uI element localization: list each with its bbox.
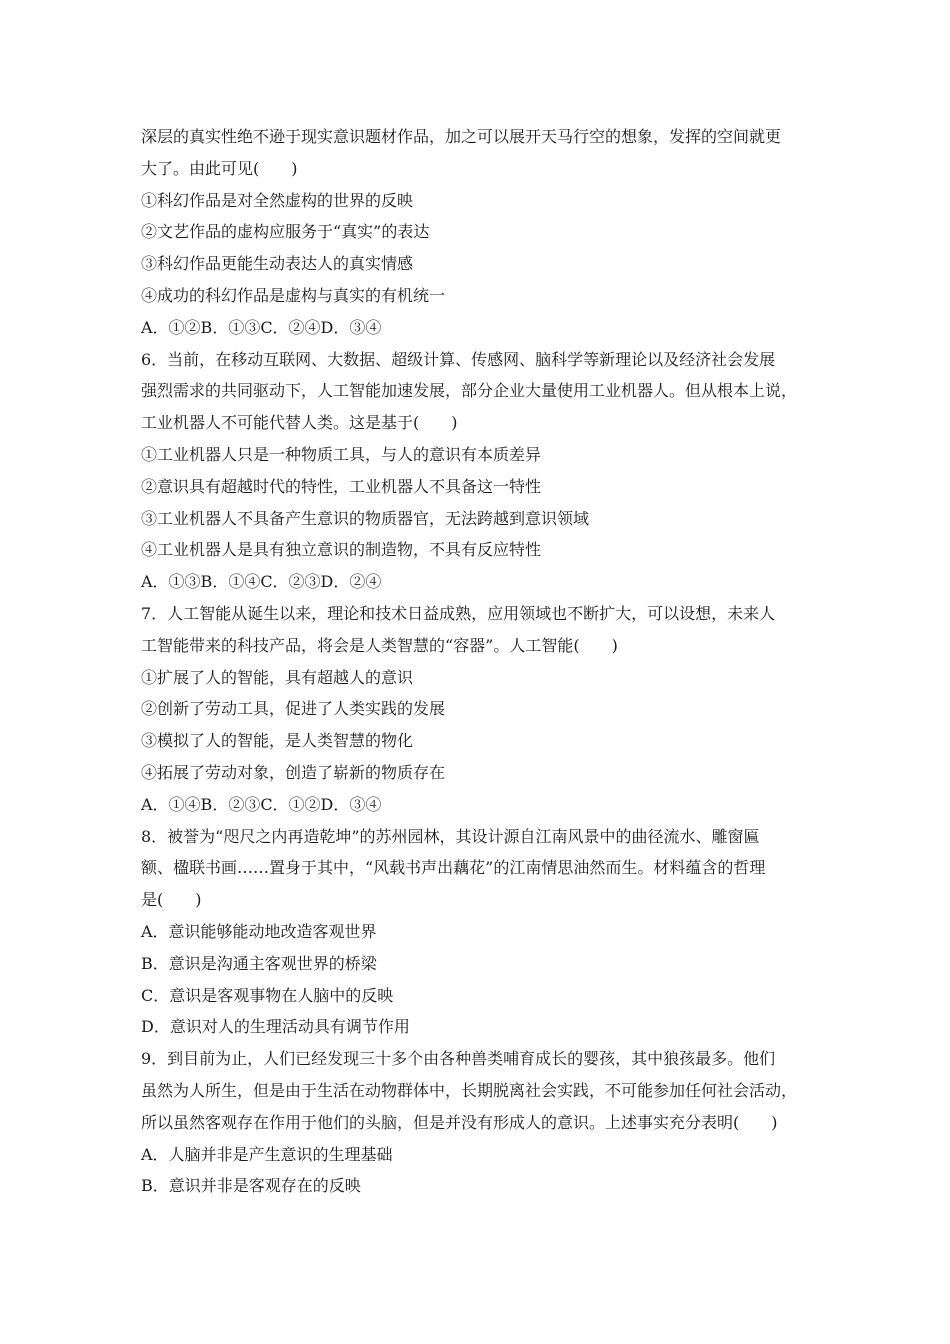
question-8 xyxy=(141,821,821,1044)
question-stem-line: 6．当前，在移动互联网、大数据、超级计算、传感网、脑科学等新理论以及经济社会发展 xyxy=(141,349,776,369)
answer-option-b: B．意识是沟通主客观世界的桥梁 xyxy=(141,953,377,973)
statement-option: ②文艺作品的虚构应服务于“真实”的表达 xyxy=(141,222,430,242)
statement-option: ①科幻作品是对全然虚构的世界的反映 xyxy=(141,190,414,210)
statement-option: ③科幻作品更能生动表达人的真实情感 xyxy=(141,254,414,274)
question-stem-line: 深层的真实性绝不逊于现实意识题材作品，加之可以展开天马行空的想象，发挥的空间就更 xyxy=(141,127,782,146)
question-stem-line: 额、楹联书画……置身于其中，“风载书声出藕花”的江南情思油然而生。材料蕴含的哲理 xyxy=(141,858,766,878)
question-stem-line: 所以虽然客观存在作用于他们的头脑，但是并没有形成人的意识。上述事实充分表明( ) xyxy=(141,1112,778,1132)
question-5 xyxy=(141,121,821,344)
answer-option-d: D．意识对人的生理活动具有调节作用 xyxy=(141,1017,410,1037)
answer-choices: A．①②B．①③C．②④D．③④ xyxy=(141,317,382,337)
question-9 xyxy=(141,1043,821,1202)
statement-option: ④工业机器人是具有独立意识的制造物，不具有反应特性 xyxy=(141,540,542,560)
answer-option-b: B．意识并非是客观存在的反映 xyxy=(141,1176,361,1196)
statement-option: ②意识具有超越时代的特性，工业机器人不具备这一特性 xyxy=(141,476,542,496)
question-stem-line: 8．被誉为“咫尺之内再造乾坤”的苏州园林，其设计源自江南风景中的曲径流水、雕窗匾 xyxy=(141,826,760,846)
question-stem-line: 9．到目前为止，人们已经发现三十多个由各种兽类哺育成长的婴孩，其中狼孩最多。他们 xyxy=(141,1049,776,1069)
answer-choices: A．①③B．①④C．②③D．②④ xyxy=(141,572,382,592)
question-stem-line: 工智能带来的科技产品，将会是人类智慧的“容器”。人工智能( ) xyxy=(141,635,618,655)
question-stem-line: 7．人工智能从诞生以来，理论和技术日益成熟，应用领域也不断扩大，可以设想，未来人 xyxy=(141,603,776,623)
answer-choices: A．①④B．②③C．①②D．③④ xyxy=(141,794,382,814)
statement-option: ①扩展了人的智能，具有超越人的意识 xyxy=(141,667,414,687)
statement-option: ①工业机器人只是一种物质工具，与人的意识有本质差异 xyxy=(141,444,542,464)
statement-option: ④成功的科幻作品是虚构与真实的有机统一 xyxy=(141,285,446,305)
question-list xyxy=(141,121,821,1202)
question-stem-line: 工业机器人不可能代替人类。这是基于( ) xyxy=(141,413,458,433)
question-stem-line: 大了。由此可见( ) xyxy=(141,158,298,178)
statement-option: ③模拟了人的智能，是人类智慧的物化 xyxy=(141,731,414,751)
statement-option: ③工业机器人不具备产生意识的物质器官，无法跨越到意识领域 xyxy=(141,508,590,528)
question-stem-line: 虽然为人所生，但是由于生活在动物群体中，长期脱离社会实践，不可能参加任何社会活动， xyxy=(141,1080,798,1100)
question-stem-line: 是( ) xyxy=(141,890,202,910)
question-6 xyxy=(141,344,821,598)
answer-option-a: A．人脑并非是产生意识的生理基础 xyxy=(141,1144,393,1164)
statement-option: ④拓展了劳动对象，创造了崭新的物质存在 xyxy=(141,762,446,782)
answer-option-c: C．意识是客观事物在人脑中的反映 xyxy=(141,985,394,1005)
question-7 xyxy=(141,598,821,821)
answer-option-a: A．意识能够能动地改造客观世界 xyxy=(141,921,377,941)
question-stem-line: 强烈需求的共同驱动下，人工智能加速发展，部分企业大量使用工业机器人。但从根本上说， xyxy=(141,381,798,401)
statement-option: ②创新了劳动工具，促进了人类实践的发展 xyxy=(141,699,446,719)
